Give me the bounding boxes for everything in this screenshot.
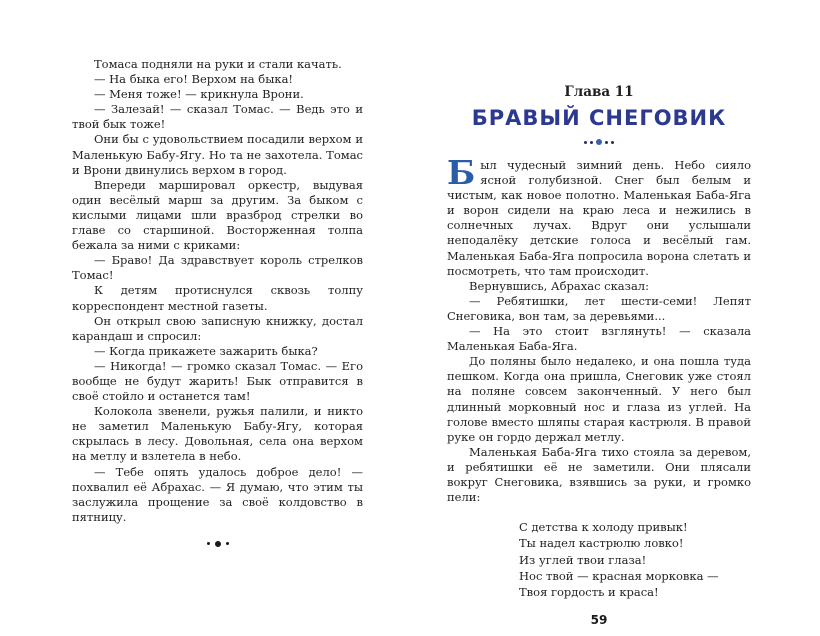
drop-cap: Б [447,153,476,192]
right-page [447,84,751,627]
poem-line: Нос твой — красная морковка — [519,568,719,583]
chapter-separator-icon [447,139,751,145]
paragraph: Колокола звенели, ружья палили, и никто не заметил Маленькую Бабу-Ягу, которая скрылась в лесу. Довольная, села она верхом на метлу и взлетела в небо. [72,404,363,464]
paragraph: Впереди маршировал оркестр, выдувая один весёлый марш за другим. За быком с кислыми лицами шли вразброд стрелки во главе со старшиной. Восторженная толпа бежала за ними с криками: [72,177,363,253]
poem-line: С детства к холоду привык! [519,520,688,535]
dot-icon [605,141,608,144]
chapter-label: Глава 11 [564,84,634,100]
poem-line: Твоя гордость и краса! [519,584,659,599]
paragraph: К детям протиснулся сквозь толпу корреспондент местной газеты. [72,283,363,313]
paragraph: Они бы с удовольствием посадили верхом и Маленькую Бабу-Ягу. Но та не захотела. Томас и Врони двинулись верхом в город. [72,132,363,177]
dot-icon [584,141,587,144]
section-separator-icon [72,541,363,547]
dot-icon [611,141,614,144]
paragraph: — Меня тоже! — крикнула Врони. [94,87,304,102]
poem [519,519,751,600]
dot-icon [215,541,221,547]
paragraph: — На это стоит взглянуть! — сказала Маленькая Баба-Яга. [447,324,751,354]
page-number: 59 [590,613,608,628]
chapter-header [447,84,751,145]
opening-paragraph-text: ыл чудесный зимний день. Небо сияло ясной голубизной. Снег был белым и чистым, как новое полотно. Маленькая Баба-Яга и ворон сидели на краю леса и нежились в солнечных лучах. Вдруг они услышали неподалёку детские голоса и весёлый гам. Маленькая Баба-Яга попросила ворона слетать и посмотреть, что там происходит. [447,158,751,278]
paragraph: — Браво! Да здравствует король стрелков Томас! [72,253,363,283]
dot-icon [226,542,229,545]
paragraph: — Никогда! — громко сказал Томас. — Его вообще не будут жарить! Бык отправится в своё стойло и останется там! [72,358,363,404]
dot-icon [590,141,593,144]
paragraph: Вернувшись, Абрахас сказал: [469,278,649,293]
paragraph: Маленькая Баба-Яга тихо стояла за деревом, и ребятишки её не заметили. Они плясали вокруг Снеговика, взявшись за руки, и громко пели: [447,444,751,505]
paragraph: До поляны было недалеко, и она пошла туда пешком. Когда она пришла, Снеговик уже стоял на поляне совсем законченный. У него был длинный морковный нос и глаза из углей. На голове вместо шляпы старая кастрюля. В правой руке он гордо держал метлу. [447,354,751,444]
paragraph: — На быка его! Верхом на быка! [94,72,294,87]
paragraph: — Когда прикажете зажарить быка? [94,343,318,358]
opening-paragraph [447,153,751,279]
poem-line: Ты надел кастрюлю ловко! [519,536,684,551]
paragraph: — Залезай! — сказал Томас. — Ведь это и твой бык тоже! [72,102,363,132]
left-page [72,57,363,547]
paragraph: Томаса подняли на руки и стали качать. [94,57,342,71]
dot-icon [596,139,602,145]
poem-line: Из углей твои глаза! [519,552,647,567]
dot-icon [207,542,210,545]
chapter-title: БРАВЫЙ СНЕГОВИК [471,106,727,130]
paragraph: Он открыл свою записную книжку, достал карандаш и спросил: [72,313,363,343]
paragraph: — Тебе опять удалось доброе дело! — похвалил её Абрахас. — Я думаю, что этим ты заслужила прощение за своё колдовство в пятницу. [72,464,363,524]
paragraph: — Ребятишки, лет шести-семи! Лепят Снеговика, вон там, за деревьями... [447,293,751,323]
